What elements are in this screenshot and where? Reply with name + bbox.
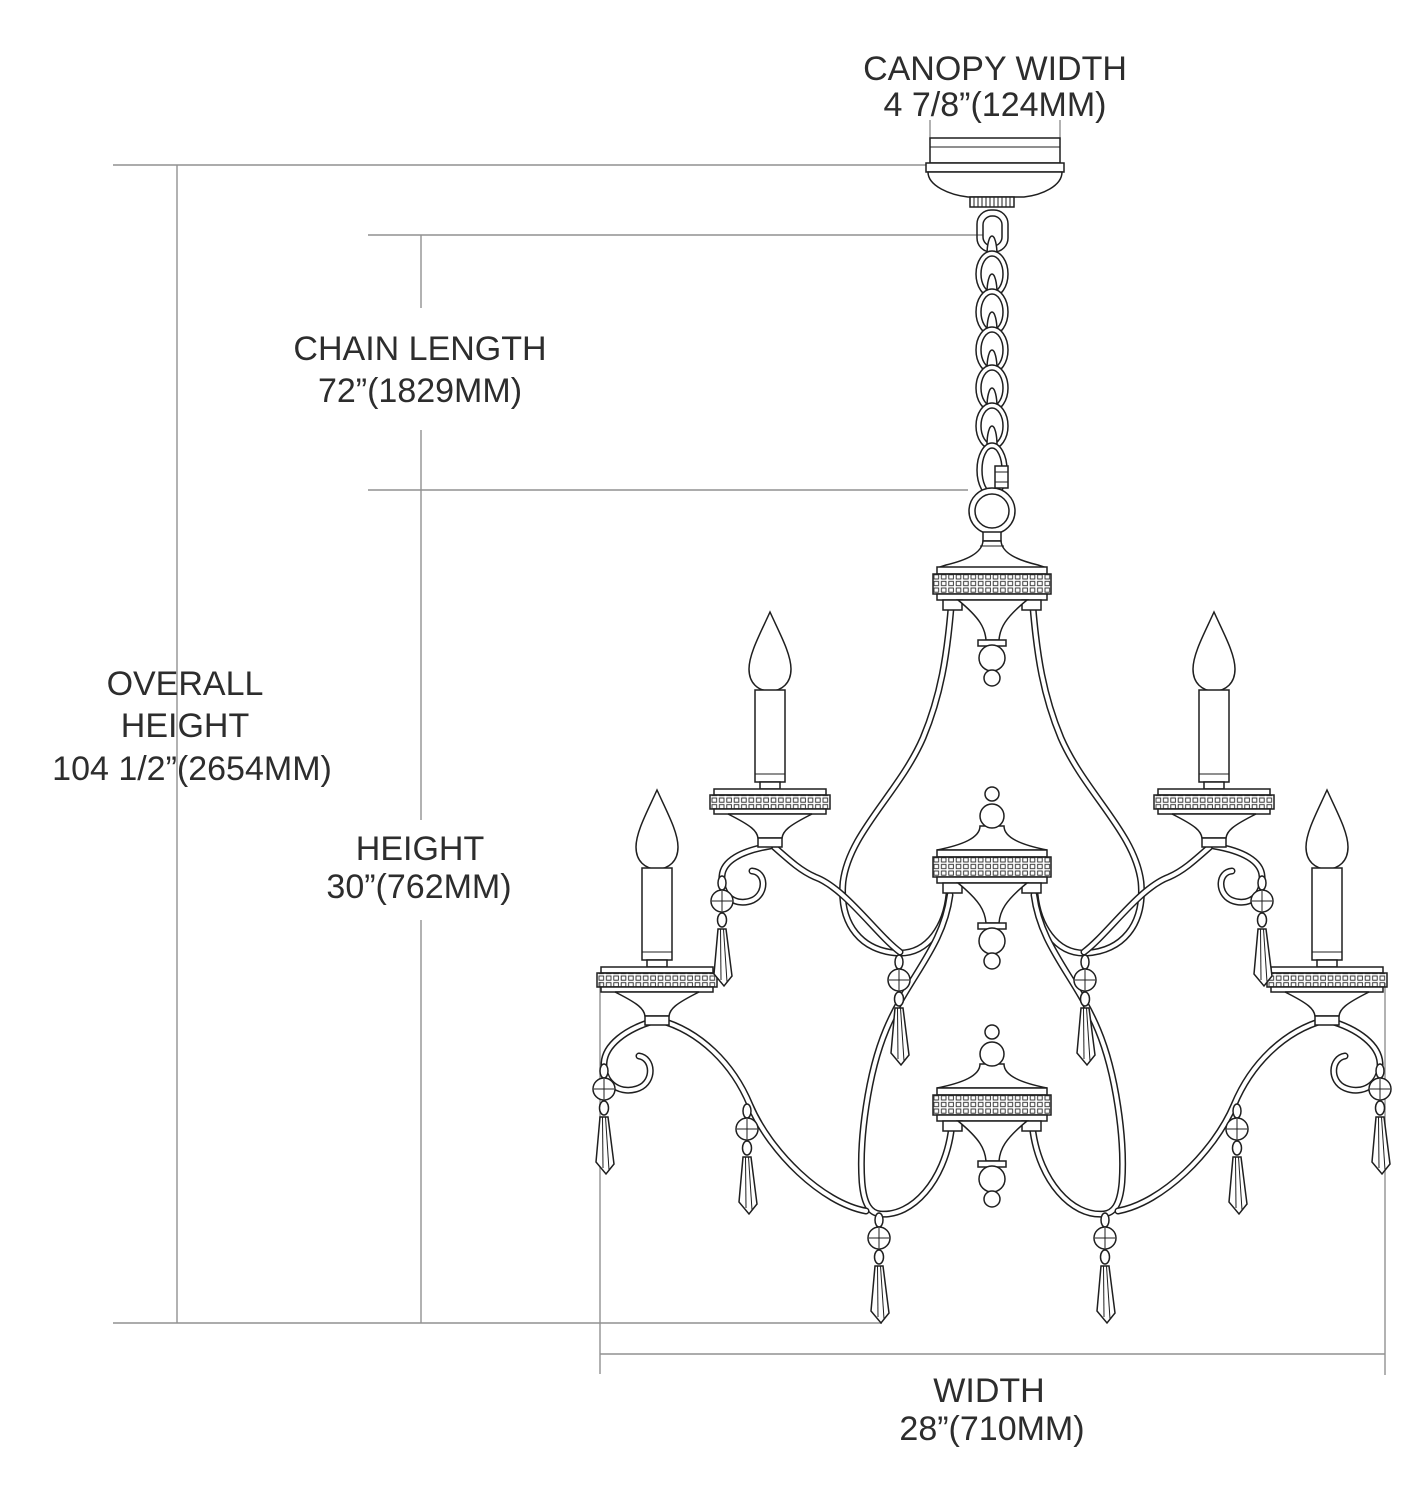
overall-height-label-line1: OVERALL: [106, 665, 264, 703]
hanging-ring: [969, 488, 1015, 541]
crystal-tassel-mid-tail-left: [736, 1104, 758, 1214]
crystal-tassel-mid-tail-right: [1226, 1104, 1248, 1214]
ceiling-canopy: [926, 138, 1064, 207]
height-label: HEIGHT: [355, 830, 485, 868]
candle-middle-right: [1267, 790, 1387, 1025]
crystal-tassel-upper-frame-left: [888, 955, 910, 1065]
overall-height-label-line2: HEIGHT: [120, 707, 250, 745]
candle-upper-right: [1154, 612, 1274, 847]
width-value: 28”(710MM): [899, 1410, 1085, 1448]
canopy-width-value: 4 7/8”(124MM): [883, 86, 1107, 124]
crystal-tassel-outer-left: [593, 1064, 615, 1174]
chain-length-label: CHAIN LENGTH: [293, 330, 547, 368]
crystal-tassel-upper-frame-right: [1074, 955, 1096, 1065]
overall-height-value: 104 1/2”(2654MM): [52, 750, 332, 788]
middle-candle-tail-left: [659, 1020, 866, 1211]
crystal-tassel-upper-scroll-right: [1251, 876, 1273, 986]
hanging-chain: [976, 210, 1008, 497]
middle-hub: [933, 787, 1051, 969]
bottom-hub: [933, 1025, 1051, 1207]
chain-length-value: 72”(1829MM): [317, 372, 523, 410]
height-value: 30”(762MM): [326, 868, 512, 906]
candle-middle-left: [597, 790, 717, 1025]
middle-hub-finial: [937, 787, 1047, 850]
candle-upper-left: [710, 612, 830, 847]
middle-candle-tail-right: [1118, 1020, 1325, 1211]
crystal-tassel-bottom-left: [868, 1213, 890, 1323]
threaded-nipple: [970, 197, 1014, 207]
width-label: WIDTH: [933, 1372, 1045, 1410]
crystal-tassel-outer-right: [1369, 1064, 1391, 1174]
bottom-hub-finial: [937, 1025, 1047, 1088]
crystal-tassel-upper-scroll-left: [711, 876, 733, 986]
canopy-width-label: CANOPY WIDTH: [863, 50, 1127, 88]
crystal-tassel-bottom-right: [1094, 1213, 1116, 1323]
